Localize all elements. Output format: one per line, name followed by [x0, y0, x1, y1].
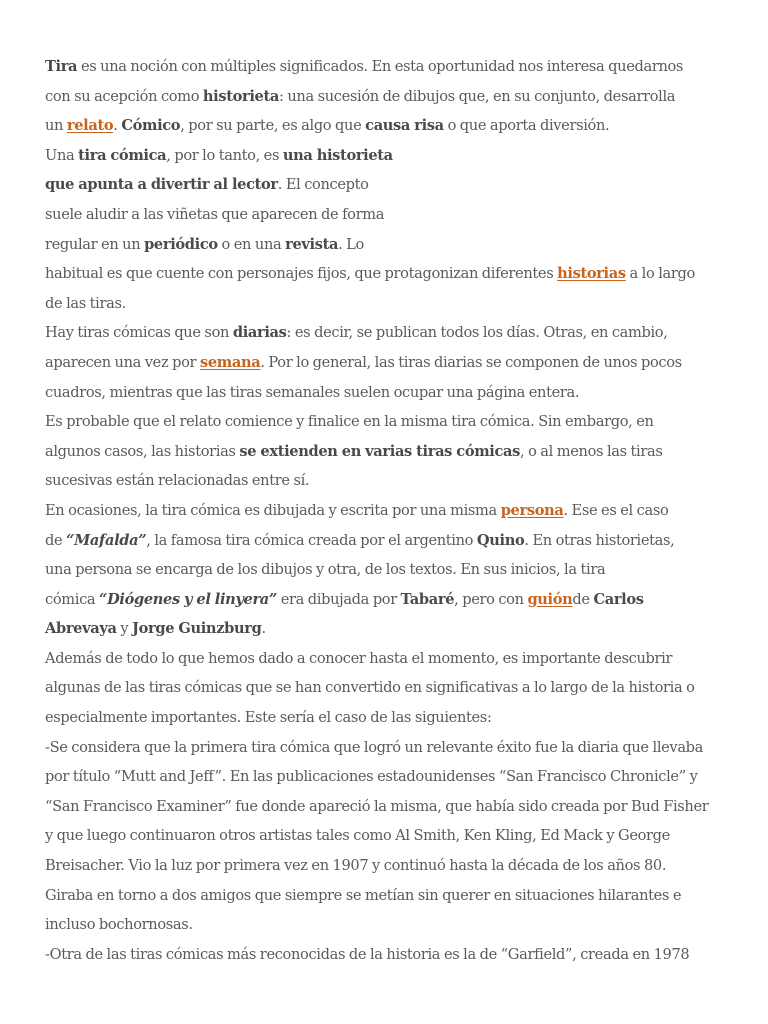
inline-link[interactable]: historias — [557, 265, 626, 283]
text-line — [45, 821, 728, 851]
article-body — [45, 52, 728, 969]
text-line — [45, 170, 728, 200]
body-text: . Lo — [338, 235, 364, 253]
text-line — [45, 407, 728, 437]
body-text: una persona se encarga de los dibujos y otra, de los textos. En sus inicios, la tira — [45, 561, 606, 579]
body-text: algunas de las tiras cómicas que se han convertido en significativas a lo largo de la historia o — [45, 679, 695, 697]
emphasis-text: tira cómica — [78, 146, 167, 164]
text-line — [45, 881, 728, 911]
text-line — [45, 318, 728, 348]
text-line — [45, 200, 728, 230]
body-text: por título “Mutt and Jeff”. En las publicaciones estadounidenses “San Francisco Chronicle” y — [45, 768, 698, 786]
body-text: con su acepción como — [45, 87, 203, 105]
body-text: , pero con — [454, 590, 528, 608]
body-text: En ocasiones, la tira cómica es dibujada y escrita por una misma — [45, 501, 501, 519]
body-text: cuadros, mientras que las tiras semanales suelen ocupar una página entera. — [45, 383, 580, 401]
body-text: incluso bochornosas. — [45, 916, 193, 934]
body-text: , por lo tanto, es — [166, 146, 283, 164]
body-text: Es probable que el relato comience y finalice en la misma tira cómica. Sin embargo, en — [45, 413, 654, 431]
body-text: a lo largo — [625, 265, 695, 283]
text-line — [45, 348, 728, 378]
text-line — [45, 259, 728, 289]
emphasis-text: se extienden en varias tiras cómicas — [239, 442, 520, 460]
body-text: : una sucesión de dibujos que, en su conjunto, desarrolla — [278, 87, 676, 105]
body-text: . Por lo general, las tiras diarias se componen de unos pocos — [260, 353, 682, 371]
body-text: o en una — [217, 235, 286, 253]
text-line — [45, 496, 728, 526]
body-text: aparecen una vez por — [45, 353, 200, 371]
text-line — [45, 111, 728, 141]
body-text: . El concepto — [277, 176, 369, 194]
body-text: algunos casos, las historias — [45, 442, 240, 460]
emphasis-text: una historieta — [282, 146, 393, 164]
emphasis-text: que apunta a divertir al lector — [45, 176, 278, 194]
body-text: . — [261, 620, 266, 638]
text-line — [45, 644, 728, 674]
emphasis-text: diarias — [232, 324, 287, 342]
body-text: , por su parte, es algo que — [180, 117, 366, 135]
body-text: -Otra de las tiras cómicas más reconocidas de la historia es la de “Garfield”, creada en 1978 — [45, 945, 690, 963]
text-line — [45, 526, 728, 556]
emphasis-text: “Diógenes y el linyera” — [99, 590, 277, 608]
body-text: Hay tiras cómicas que son — [45, 324, 233, 342]
body-text: “San Francisco Examiner” fue donde apareció la misma, que había sido creada por Bud Fisher — [45, 797, 709, 815]
text-line — [45, 289, 728, 319]
body-text: Breisacher. Vio la luz por primera vez en 1907 y continuó hasta la década de los años 80. — [45, 857, 667, 875]
emphasis-text: Abrevaya — [45, 620, 117, 638]
body-text: sucesivas están relacionadas entre sí. — [45, 472, 310, 490]
text-line — [45, 762, 728, 792]
body-text: -Se considera que la primera tira cómica que logró un relevante éxito fue la diaria que llevaba — [45, 738, 704, 756]
text-line — [45, 940, 728, 970]
body-text: , o al menos las tiras — [520, 442, 663, 460]
body-text: regular en un — [45, 235, 145, 253]
body-text: de — [572, 590, 594, 608]
body-text: Giraba en torno a dos amigos que siempre se metían sin querer en situaciones hilarantes e — [45, 886, 682, 904]
body-text: o que aporta diversión. — [443, 117, 610, 135]
body-text: suele aludir a las viñetas que aparecen de forma — [45, 205, 385, 223]
body-text: . En otras historietas, — [524, 531, 675, 549]
emphasis-text: “Mafalda” — [66, 531, 147, 549]
body-text: de las tiras. — [45, 294, 126, 312]
body-text: es una noción con múltiples significados. En esta oportunidad nos interesa quedarnos — [77, 58, 684, 75]
text-line — [45, 703, 728, 733]
body-text: y — [116, 620, 133, 638]
emphasis-text: revista — [285, 235, 339, 253]
emphasis-text: periódico — [144, 235, 218, 253]
text-line — [45, 230, 728, 260]
body-text: , la famosa tira cómica creada por el argentino — [146, 531, 477, 549]
text-line — [45, 792, 728, 822]
text-line — [45, 673, 728, 703]
text-line — [45, 585, 728, 615]
text-line — [45, 466, 728, 496]
text-line — [45, 378, 728, 408]
inline-link[interactable]: semana — [199, 353, 261, 371]
text-line — [45, 437, 728, 467]
text-line — [45, 614, 728, 644]
inline-link[interactable]: guión — [527, 590, 573, 608]
body-text: Una — [45, 146, 79, 164]
emphasis-text: Cómico — [121, 117, 181, 135]
body-text: . Ese es el caso — [563, 501, 669, 519]
body-text: y que luego continuaron otros artistas tales como Al Smith, Ken Kling, Ed Mack y George — [45, 827, 670, 845]
text-line — [45, 733, 728, 763]
body-text: un — [45, 117, 67, 135]
text-line — [45, 52, 728, 82]
body-text: cómica — [45, 590, 100, 608]
body-text: habitual es que cuente con personajes fijos, que protagonizan diferentes — [45, 265, 558, 283]
emphasis-text: Carlos — [593, 590, 644, 608]
emphasis-text: causa risa — [365, 117, 444, 135]
inline-link[interactable]: persona — [500, 501, 564, 519]
emphasis-text: Tira — [45, 58, 78, 75]
body-text: : es decir, se publican todos los días. Otras, en cambio, — [286, 324, 668, 342]
text-line — [45, 82, 728, 112]
body-text: especialmente importantes. Este sería el caso de las siguientes: — [45, 709, 492, 727]
emphasis-text: Jorge Guinzburg — [132, 620, 262, 638]
emphasis-text: historieta — [202, 87, 279, 105]
text-line — [45, 910, 728, 940]
body-text: de — [45, 531, 67, 549]
emphasis-text: Tabaré — [400, 590, 455, 608]
inline-link[interactable]: relato — [66, 117, 114, 135]
text-line — [45, 851, 728, 881]
body-text: era dibujada por — [276, 590, 401, 608]
text-line — [45, 141, 728, 171]
text-line — [45, 555, 728, 585]
emphasis-text: Quino — [476, 531, 525, 549]
body-text: Además de todo lo que hemos dado a conocer hasta el momento, es importante descubrir — [45, 649, 673, 667]
body-text: . — [113, 117, 122, 135]
